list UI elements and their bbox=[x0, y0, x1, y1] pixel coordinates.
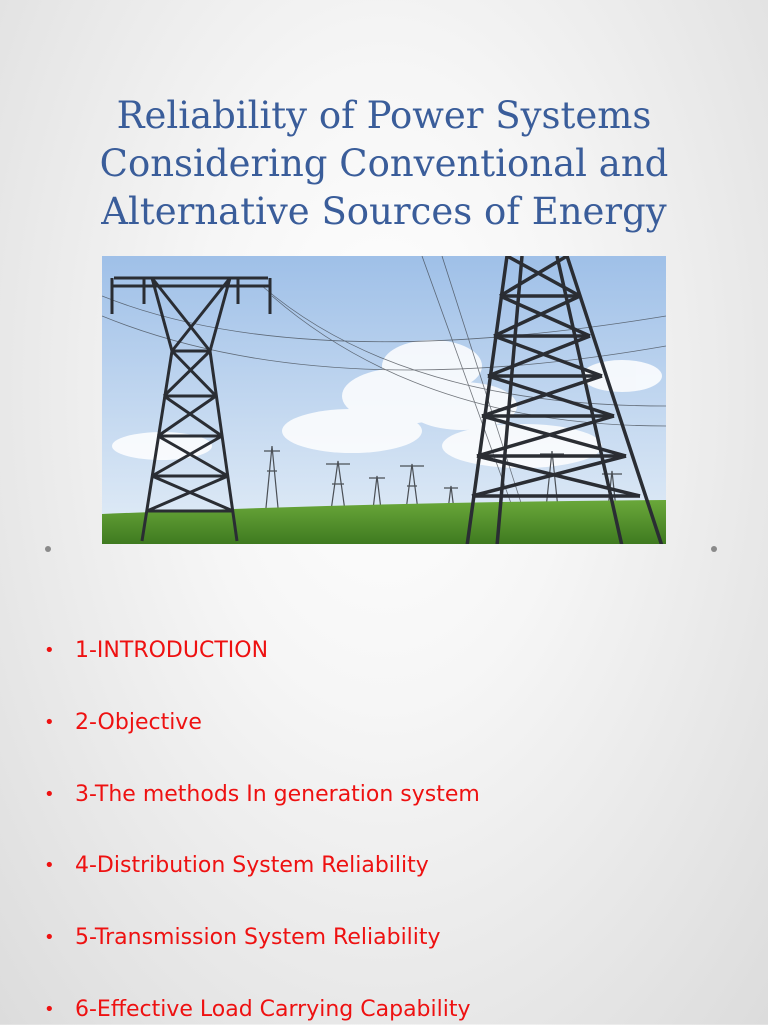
bullet-icon: • bbox=[44, 784, 55, 805]
agenda-item-label: 3-The methods In generation system bbox=[75, 782, 480, 807]
placeholder-bullet-dot bbox=[45, 546, 51, 552]
slide-title-line: Reliability of Power Systems bbox=[116, 94, 652, 137]
agenda-item-label: 6-Effective Load Carrying Capability bbox=[75, 997, 471, 1022]
slide-title-line: Alternative Sources of Energy bbox=[101, 190, 667, 233]
agenda-item-label: 4-Distribution System Reliability bbox=[75, 853, 429, 878]
power-transmission-towers-photo bbox=[102, 256, 666, 544]
bullet-icon: • bbox=[44, 712, 55, 733]
slide-title bbox=[30, 92, 738, 236]
agenda-item-label: 2-Objective bbox=[75, 710, 202, 735]
agenda-item-label: 5-Transmission System Reliability bbox=[75, 925, 441, 950]
bullet-icon: • bbox=[44, 640, 55, 661]
slide-title-line: Considering Conventional and bbox=[99, 142, 669, 185]
bullet-icon: • bbox=[44, 855, 55, 876]
agenda-item-label: 1-INTRODUCTION bbox=[75, 638, 269, 663]
bullet-icon: • bbox=[44, 927, 55, 948]
placeholder-bullet-dot bbox=[711, 546, 717, 552]
bullet-icon: • bbox=[44, 999, 55, 1020]
